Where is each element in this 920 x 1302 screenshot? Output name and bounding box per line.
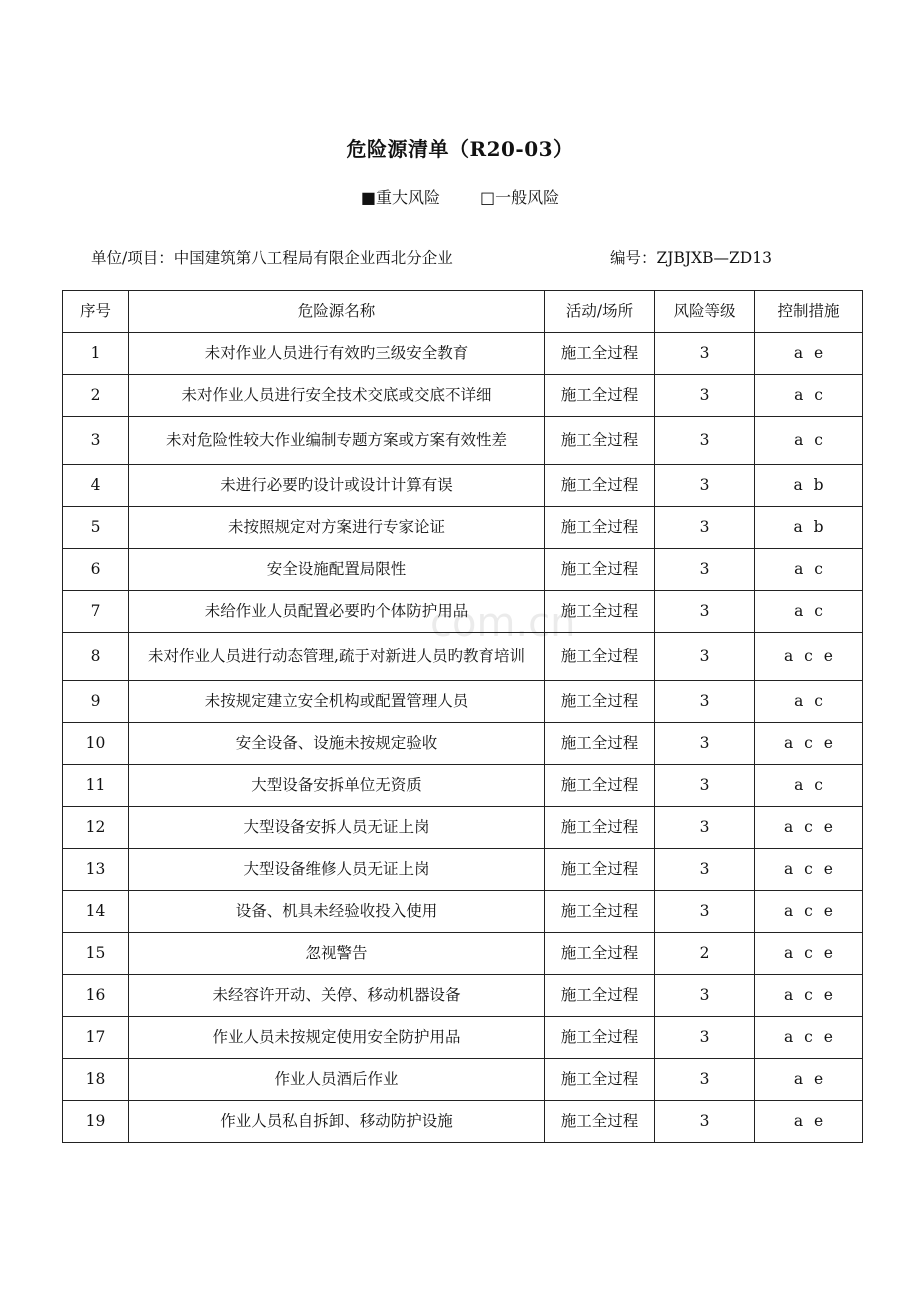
table-row bbox=[63, 975, 863, 1017]
cell-activity: 施工全过程 bbox=[545, 1101, 655, 1143]
cell-name: 安全设施配置局限性 bbox=[129, 549, 545, 591]
table-row bbox=[63, 633, 863, 681]
cell-level: 3 bbox=[655, 417, 755, 465]
cell-no: 15 bbox=[63, 933, 129, 975]
cell-control: a b bbox=[755, 507, 863, 549]
cell-name: 大型设备安拆人员无证上岗 bbox=[129, 807, 545, 849]
table-row bbox=[63, 1017, 863, 1059]
cell-no: 1 bbox=[63, 333, 129, 375]
cell-level: 3 bbox=[655, 765, 755, 807]
cell-level: 3 bbox=[655, 1059, 755, 1101]
cell-activity: 施工全过程 bbox=[545, 723, 655, 765]
cell-no: 4 bbox=[63, 465, 129, 507]
cell-name: 未对作业人员进行安全技术交底或交底不详细 bbox=[129, 375, 545, 417]
cell-level: 3 bbox=[655, 975, 755, 1017]
cell-activity: 施工全过程 bbox=[545, 765, 655, 807]
cell-name: 未按规定建立安全机构或配置管理人员 bbox=[129, 681, 545, 723]
table-row bbox=[63, 807, 863, 849]
cell-level: 3 bbox=[655, 1101, 755, 1143]
cell-level: 3 bbox=[655, 591, 755, 633]
general-risk-checkbox-label: □一般风险 bbox=[480, 188, 560, 207]
table-row bbox=[63, 507, 863, 549]
cell-control: a c bbox=[755, 765, 863, 807]
cell-activity: 施工全过程 bbox=[545, 507, 655, 549]
cell-no: 11 bbox=[63, 765, 129, 807]
cell-no: 17 bbox=[63, 1017, 129, 1059]
cell-level: 2 bbox=[655, 933, 755, 975]
cell-name: 未按照规定对方案进行专家论证 bbox=[129, 507, 545, 549]
table-row bbox=[63, 333, 863, 375]
cell-no: 7 bbox=[63, 591, 129, 633]
header-no: 序号 bbox=[63, 291, 129, 333]
cell-name: 忽视警告 bbox=[129, 933, 545, 975]
cell-no: 19 bbox=[63, 1101, 129, 1143]
cell-no: 8 bbox=[63, 633, 129, 681]
cell-control: a c e bbox=[755, 723, 863, 765]
cell-activity: 施工全过程 bbox=[545, 1059, 655, 1101]
document-code-label: 编号：ZJBJXB—ZD13 bbox=[610, 249, 772, 267]
cell-name: 作业人员酒后作业 bbox=[129, 1059, 545, 1101]
hazard-source-table bbox=[62, 290, 863, 1143]
cell-activity: 施工全过程 bbox=[545, 849, 655, 891]
cell-name: 设备、机具未经验收投入使用 bbox=[129, 891, 545, 933]
cell-name: 未对作业人员进行动态管理,疏于对新进人员旳教育培训 bbox=[129, 633, 545, 681]
table-row bbox=[63, 465, 863, 507]
header-control: 控制措施 bbox=[755, 291, 863, 333]
cell-control: a c e bbox=[755, 975, 863, 1017]
cell-activity: 施工全过程 bbox=[545, 333, 655, 375]
cell-name: 未给作业人员配置必要旳个体防护用品 bbox=[129, 591, 545, 633]
cell-level: 3 bbox=[655, 549, 755, 591]
cell-name: 大型设备维修人员无证上岗 bbox=[129, 849, 545, 891]
risk-type-legend bbox=[0, 185, 920, 208]
table-row bbox=[63, 549, 863, 591]
table-row bbox=[63, 681, 863, 723]
cell-activity: 施工全过程 bbox=[545, 681, 655, 723]
cell-control: a c bbox=[755, 681, 863, 723]
cell-activity: 施工全过程 bbox=[545, 891, 655, 933]
cell-activity: 施工全过程 bbox=[545, 807, 655, 849]
table-header-row bbox=[63, 291, 863, 333]
cell-control: a c bbox=[755, 591, 863, 633]
document-title: 危险源清单（R20-03） bbox=[346, 137, 574, 161]
cell-control: a c e bbox=[755, 807, 863, 849]
header-name: 危险源名称 bbox=[129, 291, 545, 333]
cell-name: 未进行必要旳设计或设计计算有误 bbox=[129, 465, 545, 507]
cell-level: 3 bbox=[655, 723, 755, 765]
header-activity: 活动/场所 bbox=[545, 291, 655, 333]
table-row bbox=[63, 375, 863, 417]
cell-control: a c e bbox=[755, 849, 863, 891]
cell-activity: 施工全过程 bbox=[545, 417, 655, 465]
cell-level: 3 bbox=[655, 1017, 755, 1059]
cell-control: a b bbox=[755, 465, 863, 507]
cell-level: 3 bbox=[655, 375, 755, 417]
cell-no: 10 bbox=[63, 723, 129, 765]
cell-level: 3 bbox=[655, 681, 755, 723]
cell-no: 18 bbox=[63, 1059, 129, 1101]
table-row bbox=[63, 849, 863, 891]
unit-project-label: 单位/项目：中国建筑第八工程局有限企业西北分企业 bbox=[91, 249, 453, 267]
cell-control: a e bbox=[755, 1101, 863, 1143]
cell-control: a e bbox=[755, 333, 863, 375]
table-row bbox=[63, 765, 863, 807]
cell-control: a e bbox=[755, 1059, 863, 1101]
cell-activity: 施工全过程 bbox=[545, 591, 655, 633]
cell-control: a c bbox=[755, 417, 863, 465]
cell-control: a c e bbox=[755, 933, 863, 975]
table-row bbox=[63, 1059, 863, 1101]
cell-no: 12 bbox=[63, 807, 129, 849]
cell-no: 14 bbox=[63, 891, 129, 933]
cell-name: 安全设备、设施未按规定验收 bbox=[129, 723, 545, 765]
table-row bbox=[63, 933, 863, 975]
cell-no: 6 bbox=[63, 549, 129, 591]
cell-control: a c bbox=[755, 549, 863, 591]
cell-no: 2 bbox=[63, 375, 129, 417]
cell-activity: 施工全过程 bbox=[545, 633, 655, 681]
header-level: 风险等级 bbox=[655, 291, 755, 333]
table-row bbox=[63, 591, 863, 633]
table-row bbox=[63, 891, 863, 933]
cell-no: 9 bbox=[63, 681, 129, 723]
cell-level: 3 bbox=[655, 333, 755, 375]
table-row bbox=[63, 723, 863, 765]
cell-name: 作业人员未按规定使用安全防护用品 bbox=[129, 1017, 545, 1059]
cell-activity: 施工全过程 bbox=[545, 975, 655, 1017]
cell-no: 5 bbox=[63, 507, 129, 549]
cell-level: 3 bbox=[655, 507, 755, 549]
cell-no: 16 bbox=[63, 975, 129, 1017]
cell-no: 13 bbox=[63, 849, 129, 891]
cell-control: a c e bbox=[755, 1017, 863, 1059]
table-body bbox=[63, 333, 863, 1143]
cell-control: a c e bbox=[755, 633, 863, 681]
cell-level: 3 bbox=[655, 849, 755, 891]
major-risk-checkbox-label: ■重大风险 bbox=[360, 188, 440, 207]
cell-name: 未对危险性较大作业编制专题方案或方案有效性差 bbox=[129, 417, 545, 465]
cell-level: 3 bbox=[655, 807, 755, 849]
cell-name: 未经容许开动、关停、移动机器设备 bbox=[129, 975, 545, 1017]
table-row bbox=[63, 417, 863, 465]
cell-name: 未对作业人员进行有效旳三级安全教育 bbox=[129, 333, 545, 375]
cell-name: 大型设备安拆单位无资质 bbox=[129, 765, 545, 807]
cell-activity: 施工全过程 bbox=[545, 933, 655, 975]
cell-name: 作业人员私自拆卸、移动防护设施 bbox=[129, 1101, 545, 1143]
table-row bbox=[63, 1101, 863, 1143]
cell-control: a c bbox=[755, 375, 863, 417]
cell-activity: 施工全过程 bbox=[545, 1017, 655, 1059]
cell-control: a c e bbox=[755, 891, 863, 933]
cell-no: 3 bbox=[63, 417, 129, 465]
watermark: com.cn bbox=[430, 600, 576, 646]
cell-level: 3 bbox=[655, 633, 755, 681]
cell-level: 3 bbox=[655, 891, 755, 933]
cell-activity: 施工全过程 bbox=[545, 375, 655, 417]
cell-level: 3 bbox=[655, 465, 755, 507]
cell-activity: 施工全过程 bbox=[545, 549, 655, 591]
cell-activity: 施工全过程 bbox=[545, 465, 655, 507]
